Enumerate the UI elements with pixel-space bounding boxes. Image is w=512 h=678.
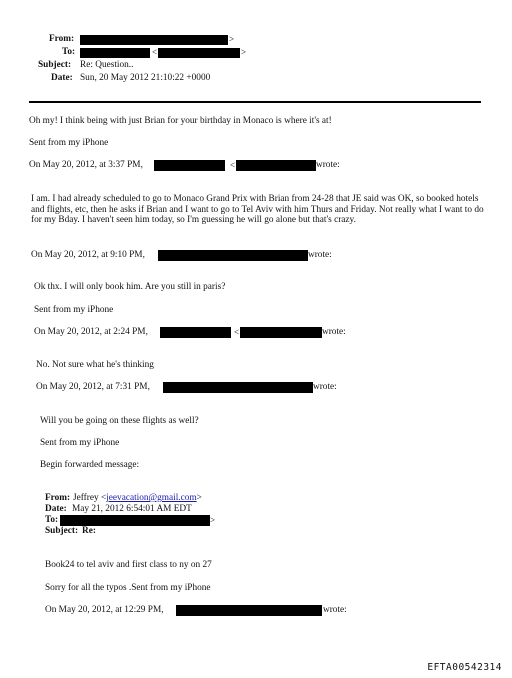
wrote-text: wrote: [313, 382, 337, 392]
redaction-bar [60, 515, 210, 526]
fwd-from-value: Jeffrey <jeevacation@gmail.com> [73, 493, 202, 503]
signature-text: Sent from my iPhone [34, 305, 114, 315]
message-text: Ok thx. I will only book him. Are you still in paris? [34, 282, 226, 292]
fwd-from-label: From: [45, 493, 71, 503]
attribution-line: On May 20, 2012, at 7:31 PM, [36, 382, 150, 392]
wrote-text: wrote: [316, 160, 340, 170]
message-paragraph: I am. I had already scheduled to go to Monaco Grand Prix with Brian from 24-28 that JE said was OK, so booked hotels and flights, etc, then he asks if Brian and I want to go to Tel Aviv with him Thurs and Friday. Not really what I want to do for my Bday. I haven't seen him today, so I'm guessing he will go alone but that's crazy. [31, 194, 484, 226]
attribution-line: On May 20, 2012, at 3:37 PM, [29, 160, 143, 170]
lt-symbol: < [230, 160, 236, 170]
message-text: Sorry for all the typos .Sent from my iPhone [45, 583, 211, 593]
fwd-subject-label: Subject: [45, 526, 79, 536]
gt-symbol: > [210, 515, 216, 525]
signature-text: Sent from my iPhone [29, 138, 109, 148]
lt-symbol: < [234, 327, 240, 337]
from-label: From: [49, 34, 75, 44]
fwd-to-label: To: [45, 515, 59, 525]
message-text: Will you be going on these flights as well? [40, 416, 199, 426]
message-text: No. Not sure what he's thinking [36, 360, 154, 370]
redaction-bar [158, 48, 240, 58]
redaction-bar [80, 48, 150, 58]
fwd-date-label: Date: [45, 504, 67, 514]
wrote-text: wrote: [323, 605, 347, 615]
redaction-bar [80, 35, 228, 45]
header-divider [29, 101, 481, 103]
date-label: Date: [51, 73, 73, 83]
gt-symbol: > [229, 34, 235, 44]
gt-symbol: > [241, 47, 247, 57]
fwd-subject-value: Re: [82, 526, 96, 536]
attribution-line: On May 20, 2012, at 2:24 PM, [34, 327, 148, 337]
redaction-bar [154, 160, 225, 171]
message-text: Oh my! I think being with just Brian for your birthday in Monaco is where it's at! [29, 116, 332, 126]
attribution-line: On May 20, 2012, at 12:29 PM, [45, 605, 164, 615]
lt-symbol: < [152, 47, 158, 57]
redaction-bar [160, 327, 231, 338]
attribution-line: On May 20, 2012, at 9:10 PM, [31, 250, 145, 260]
message-text: Book24 to tel aviv and first class to ny on 27 [45, 560, 212, 570]
wrote-text: wrote: [322, 327, 346, 337]
signature-text: Sent from my iPhone [40, 438, 120, 448]
redaction-bar [163, 382, 313, 393]
to-label: To: [62, 47, 76, 57]
email-link[interactable]: jeevacation@gmail.com [106, 493, 197, 503]
redaction-bar [158, 250, 308, 261]
wrote-text: wrote: [308, 250, 332, 260]
fwd-date-value: May 21, 2012 6:54:01 AM EDT [72, 504, 192, 514]
subject-value: Re: Question.. [80, 60, 134, 70]
redaction-bar [240, 327, 322, 338]
forwarded-heading: Begin forwarded message: [40, 460, 140, 470]
date-value: Sun, 20 May 2012 21:10:22 +0000 [80, 73, 211, 83]
redaction-bar [236, 160, 316, 171]
subject-label: Subject: [38, 60, 72, 70]
redaction-bar [176, 605, 322, 616]
document-id: EFTA00542314 [427, 662, 502, 673]
